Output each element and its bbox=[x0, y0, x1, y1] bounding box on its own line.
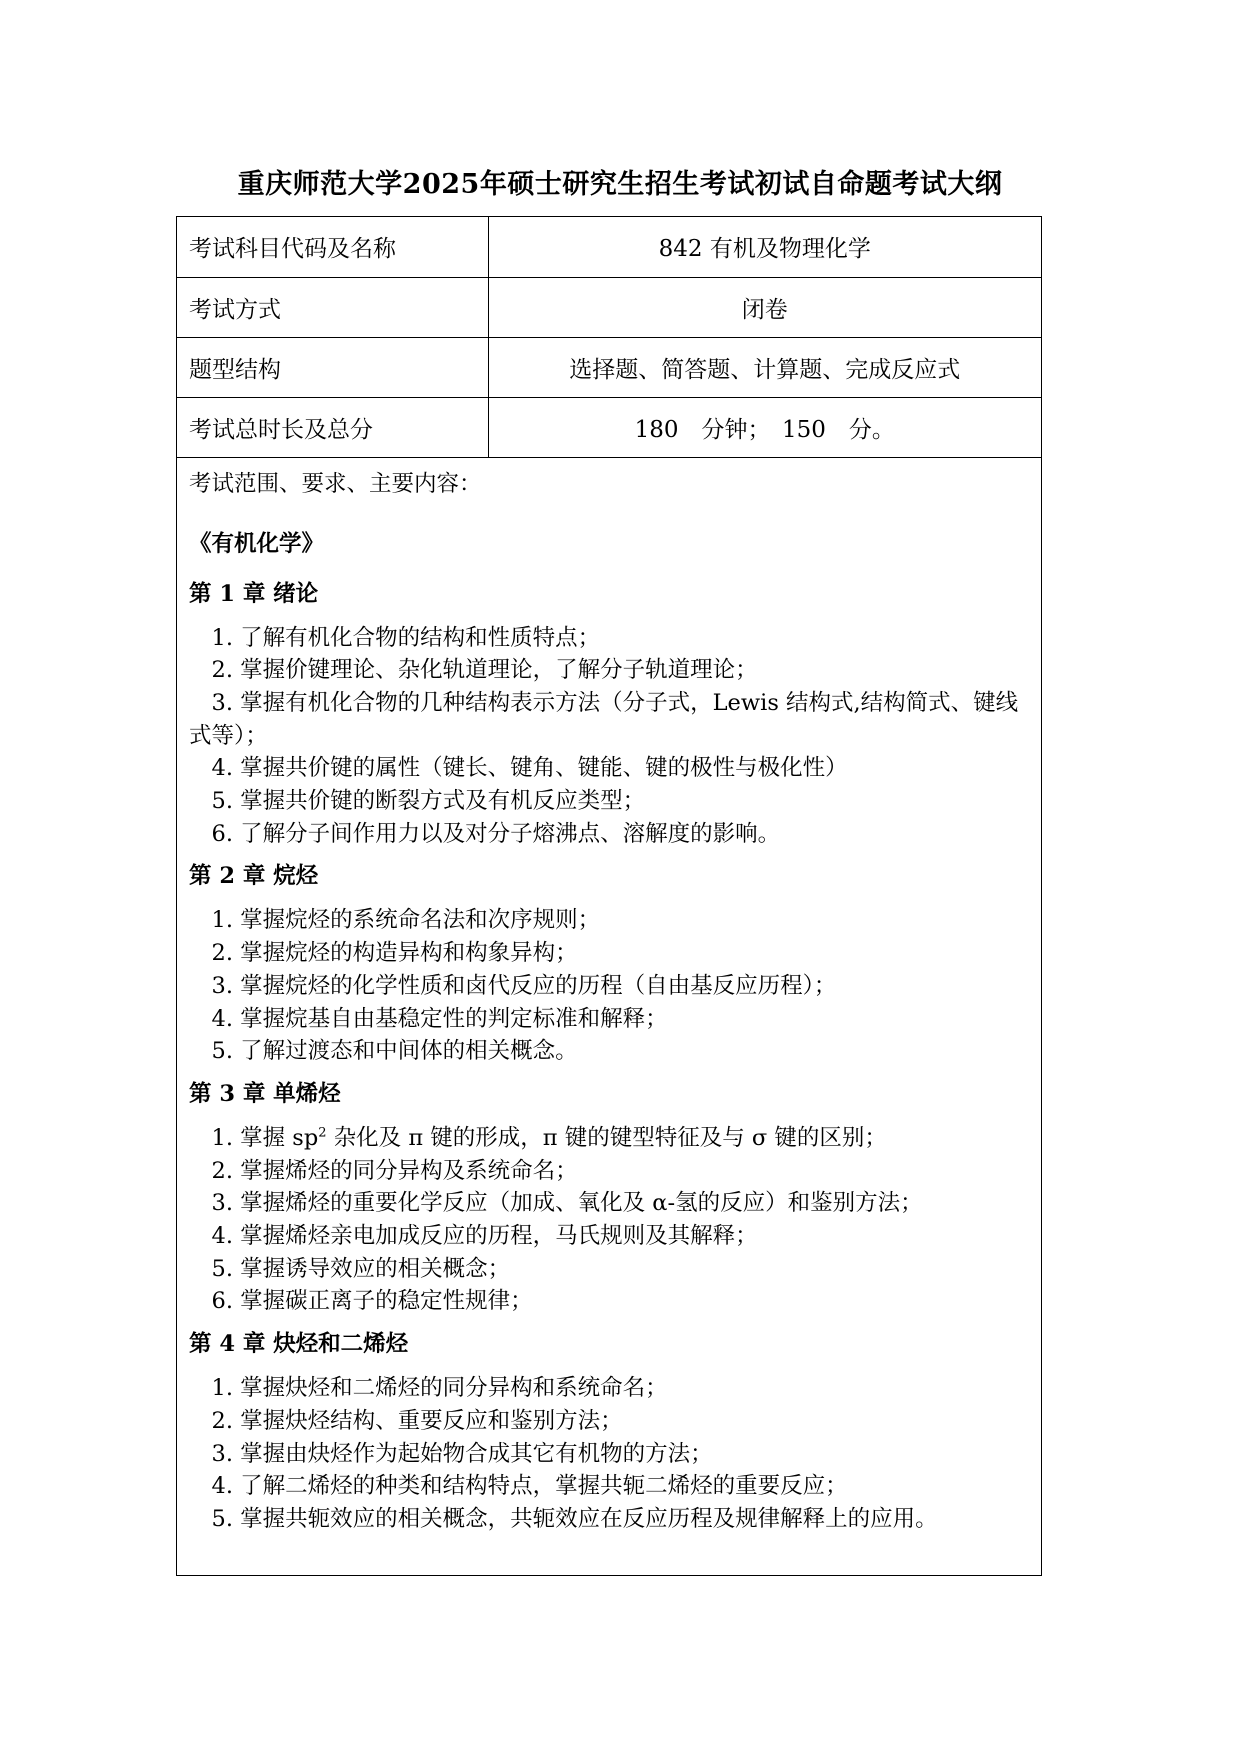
list-item: 6. 了解分子间作用力以及对分子熔沸点、溶解度的影响。 bbox=[211, 820, 781, 847]
list-item: 1. 掌握炔烃和二烯烃的同分异构和系统命名； bbox=[211, 1375, 668, 1402]
list-item: 5. 掌握共价键的断裂方式及有机反应类型； bbox=[211, 788, 646, 815]
syllabus-content bbox=[177, 458, 1041, 1536]
list-item: 5. 掌握诱导效应的相关概念； bbox=[211, 1255, 511, 1282]
superscript: 2 bbox=[318, 1125, 327, 1141]
subject-heading: 《有机化学》 bbox=[189, 530, 325, 557]
item-text: 1. 掌握 sp bbox=[211, 1124, 319, 1151]
info-row-method bbox=[177, 277, 1041, 337]
scope-label: 考试范围、要求、主要内容： bbox=[189, 470, 482, 497]
list-item: 4. 掌握烯烃亲电加成反应的历程，马氏规则及其解释； bbox=[211, 1223, 758, 1250]
info-value: 180 分钟； 150 分。 bbox=[488, 397, 1041, 457]
list-item: 3. 掌握烷烃的化学性质和卤代反应的历程（自由基反应历程）； bbox=[211, 972, 837, 999]
document-title: 重庆师范大学2025年硕士研究生招生考试初试自命题考试大纲 bbox=[237, 169, 1003, 200]
list-item: 2. 掌握炔烃结构、重要反应和鉴别方法； bbox=[211, 1407, 623, 1434]
chapter-title: 第 2 章 烷烃 bbox=[189, 863, 319, 890]
list-item: 4. 掌握共价键的属性（键长、键角、键能、键的极性与极化性） bbox=[211, 755, 848, 782]
list-item: 4. 掌握烷基自由基稳定性的判定标准和解释； bbox=[211, 1005, 668, 1032]
list-item: 3. 掌握由炔烃作为起始物合成其它有机物的方法； bbox=[211, 1440, 713, 1467]
info-value: 842 有机及物理化学 bbox=[488, 217, 1041, 277]
list-item: 1. 了解有机化合物的结构和性质特点； bbox=[211, 624, 601, 651]
chapter-title: 第 4 章 炔烃和二烯烃 bbox=[189, 1331, 409, 1358]
list-item: 6. 掌握碳正离子的稳定性规律； bbox=[211, 1288, 533, 1315]
list-item: 1. 掌握烷烃的系统命名法和次序规则； bbox=[211, 907, 601, 934]
chapter-3 bbox=[189, 1078, 1029, 1318]
item-text: 杂化及 π 键的形成，π 键的键型特征及与 σ 键的区别； bbox=[326, 1124, 887, 1151]
list-item: 3. 掌握烯烃的重要化学反应（加成、氧化及 α-氢的反应）和鉴别方法； bbox=[211, 1190, 923, 1217]
info-row-structure bbox=[177, 337, 1041, 397]
chapter-1 bbox=[189, 578, 1029, 851]
list-item: 2. 掌握烯烃的同分异构及系统命名； bbox=[211, 1157, 578, 1184]
list-item: 5. 了解过渡态和中间体的相关概念。 bbox=[211, 1038, 578, 1065]
chapter-4 bbox=[189, 1328, 1029, 1536]
info-label: 考试方式 bbox=[177, 277, 488, 337]
info-label: 考试总时长及总分 bbox=[177, 397, 488, 457]
list-item: 2. 掌握烷烃的构造异构和构象异构； bbox=[211, 940, 578, 967]
exam-info-table bbox=[177, 217, 1041, 458]
info-row-duration bbox=[177, 397, 1041, 457]
list-item: 3. 掌握有机化合物的几种结构表示方法（分子式，Lewis 结构式,结构简式、键线式等）； bbox=[189, 689, 1019, 749]
info-label: 考试科目代码及名称 bbox=[177, 217, 488, 277]
syllabus-frame bbox=[176, 216, 1042, 1576]
info-row-subject bbox=[177, 217, 1041, 277]
chapter-title: 第 1 章 绪论 bbox=[189, 580, 319, 607]
info-label: 题型结构 bbox=[177, 337, 488, 397]
list-item bbox=[189, 1122, 1029, 1155]
list-item: 5. 掌握共轭效应的相关概念，共轭效应在反应历程及规律解释上的应用。 bbox=[211, 1505, 938, 1532]
chapter-title: 第 3 章 单烯烃 bbox=[189, 1080, 341, 1107]
list-item: 4. 了解二烯烃的种类和结构特点，掌握共轭二烯烃的重要反应； bbox=[211, 1473, 848, 1500]
list-item: 2. 掌握价键理论、杂化轨道理论，了解分子轨道理论； bbox=[211, 657, 758, 684]
info-value: 选择题、简答题、计算题、完成反应式 bbox=[488, 337, 1041, 397]
info-value: 闭卷 bbox=[488, 277, 1041, 337]
chapter-2 bbox=[189, 860, 1029, 1068]
